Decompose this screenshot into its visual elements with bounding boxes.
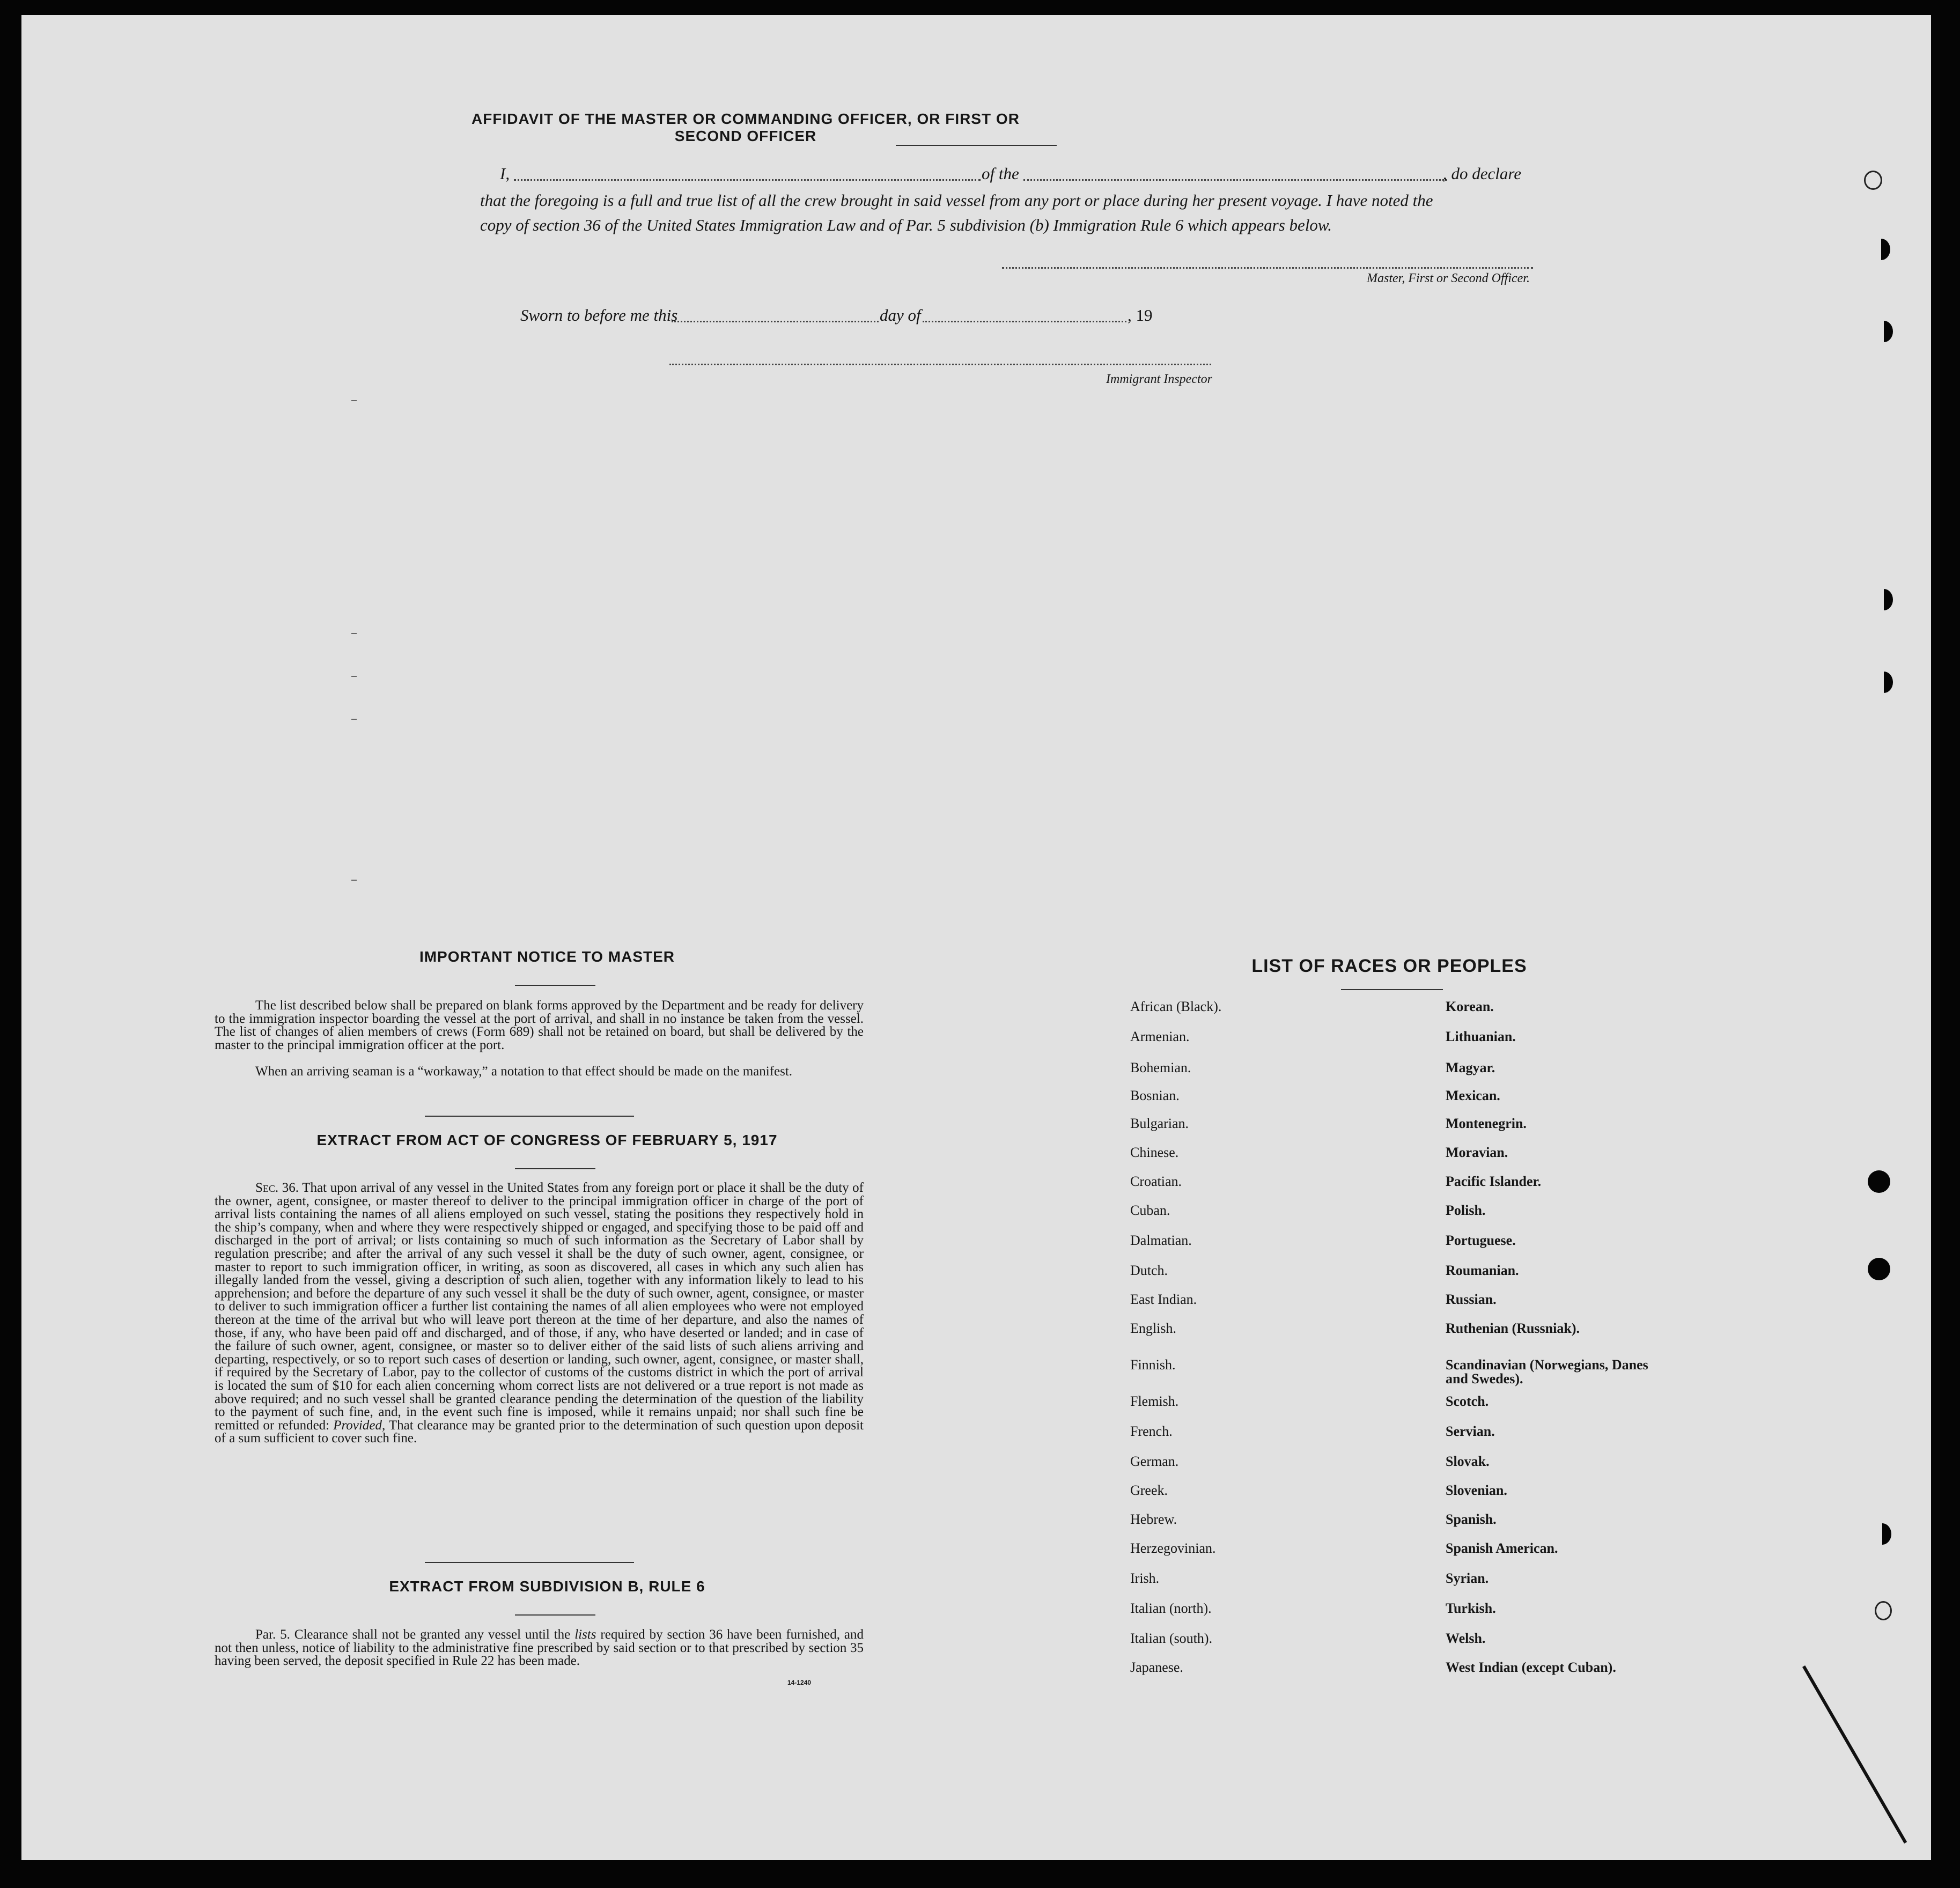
day-of-label: day of bbox=[880, 306, 921, 324]
sworn-day-blank[interactable] bbox=[672, 321, 879, 322]
race-item: Japanese. bbox=[1130, 1660, 1183, 1675]
binder-hole bbox=[1864, 171, 1882, 190]
race-item: Roumanian. bbox=[1446, 1263, 1519, 1278]
affidavit-title: AFFIDAVIT OF THE MASTER OR COMMANDING OFFICER, OR FIRST OR SECOND OFFICER bbox=[471, 110, 1020, 144]
binder-hole bbox=[1875, 589, 1893, 610]
affidavit-of-the-label: of the bbox=[982, 164, 1019, 183]
form-number: 14-1240 bbox=[787, 1679, 812, 1686]
binder-hole bbox=[1873, 1523, 1891, 1545]
race-item: Syrian. bbox=[1446, 1570, 1489, 1586]
race-item: Bosnian. bbox=[1130, 1088, 1180, 1103]
race-item: East Indian. bbox=[1130, 1292, 1197, 1307]
margin-mark bbox=[351, 676, 357, 677]
race-item: Flemish. bbox=[1130, 1393, 1179, 1409]
act-section-label: Sec. 36. bbox=[255, 1181, 299, 1195]
race-item: Dalmatian. bbox=[1130, 1233, 1192, 1248]
race-item: Cuban. bbox=[1130, 1203, 1170, 1218]
rule6-text-a: Par. 5. Clearance shall not be granted any vessel until the bbox=[255, 1627, 571, 1642]
race-item: Pacific Islander. bbox=[1446, 1174, 1542, 1189]
race-item: Hebrew. bbox=[1130, 1511, 1177, 1527]
section-divider bbox=[425, 1116, 634, 1117]
race-item: Italian (north). bbox=[1130, 1601, 1212, 1616]
race-item: Spanish American. bbox=[1446, 1540, 1558, 1556]
notice-paragraph-2: When an arriving seaman is a “workaway,” a notation to that effect should be made on the manifest. bbox=[255, 1064, 793, 1079]
sworn-label: Sworn to before me this bbox=[520, 306, 678, 324]
act-section-text: That upon arrival of any vessel in the United States from any foreign port or place it shall be the duty of the owner, agent, consignee, or master thereof to deliver to the principal immigration officer in charge of the port of arrival lists containing the names of all aliens employed on such vessel, stating the positions they respectively hold in the ship’s company, when and where they were respectively shipped or engaged, and specifying those to be paid off and discharged in the port of arrival; or lists containing so much of such information as the Secretary of Labor shall by regulation prescribe; and after the arrival of any such vessel it shall be the duty of such owner, agent, consignee, or master to report to such immigration officer, in writing, as soon as discovered, all cases in which any such alien has illegally landed from the vessel, giving a description of such alien, together with any information likely to lead to his apprehension; and before the departure of any such vessel it shall be the duty of such owner, agent, consignee, or master to deliver to such immigration officer a further list containing the names of all alien employees who were not employed thereon at the time of the arrival but who will leave port thereon at the time of her departure, and also the names of those, if any, who have been paid off and discharged, and of those, if any, who have deserted or landed; and in case of the failure of such owner, agent, consignee, or master so to deliver either of the said lists of such aliens arriving and departing, respectively, or so to report such cases of desertion or landing, such owner, agent, consignee, or master shall, if required by the Secretary of Labor, pay to the collector of customs of the customs district in which the port of arrival is located the sum of $10 for each alien concerning whom correct lists are not delivered or a true report is not made as above required; and no such vessel shall be granted clearance pending the determination of the question of the liability to the payment of such fine, and, in the event such fine is imposed, while it remains unpaid; nor shall such fine be remitted or refunded: bbox=[215, 1181, 864, 1433]
race-item: English. bbox=[1130, 1321, 1176, 1336]
race-item: Italian (south). bbox=[1130, 1631, 1213, 1646]
inspector-signature-line[interactable] bbox=[669, 364, 1211, 365]
pen-stroke bbox=[1802, 1665, 1907, 1843]
affidavit-line-3: copy of section 36 of the United States Immigration Law and of Par. 5 subdivision (b) Immigration Rule 6 which appears below. bbox=[480, 216, 1332, 234]
race-item: Chinese. bbox=[1130, 1145, 1179, 1160]
section-divider bbox=[425, 1562, 634, 1563]
margin-mark bbox=[351, 633, 357, 634]
race-item: Greek. bbox=[1130, 1483, 1168, 1498]
binder-hole bbox=[1875, 321, 1893, 342]
month-blank[interactable] bbox=[923, 321, 1126, 322]
name-blank[interactable] bbox=[514, 179, 981, 181]
binder-hole bbox=[1875, 1601, 1892, 1620]
act-divider bbox=[515, 1168, 595, 1169]
race-item: Finnish. bbox=[1130, 1357, 1176, 1373]
affidavit-line-2: that the foregoing is a full and true list of all the crew brought in said vessel from any port or place during her present voyage. I have noted the bbox=[480, 191, 1433, 210]
binder-hole bbox=[1868, 1170, 1890, 1193]
rule6-divider bbox=[515, 1614, 595, 1616]
race-item: Scandinavian (Norwegians, Danes and Swedes). bbox=[1446, 1357, 1648, 1386]
act-section-text-end: That clearance may be granted prior to the determination of such question upon deposit of a sum sufficient to cover such fine. bbox=[215, 1418, 864, 1446]
margin-mark bbox=[351, 719, 357, 720]
act-provided: Provided, bbox=[333, 1418, 386, 1433]
race-item: Slovak. bbox=[1446, 1454, 1490, 1469]
binder-hole bbox=[1875, 672, 1893, 693]
race-item: Irish. bbox=[1130, 1570, 1160, 1586]
race-item: Ruthenian (Russniak). bbox=[1446, 1321, 1580, 1336]
race-item: German. bbox=[1130, 1454, 1179, 1469]
margin-mark bbox=[351, 400, 357, 401]
race-item: Portuguese. bbox=[1446, 1233, 1516, 1248]
race-item: Dutch. bbox=[1130, 1263, 1168, 1278]
race-item: Spanish. bbox=[1446, 1511, 1497, 1527]
rule6-title: EXTRACT FROM SUBDIVISION B, RULE 6 bbox=[389, 1578, 705, 1595]
notice-divider bbox=[515, 985, 595, 986]
rule6-text-b: required by section 36 have been furnished, and not then unless, notice of liability to the administrative fine prescribed by said section or to that prescribed by section 35 having been served, the deposit specified in Rule 22 has been made. bbox=[215, 1627, 864, 1669]
race-item: Bulgarian. bbox=[1130, 1116, 1189, 1131]
title-divider bbox=[896, 145, 1057, 146]
race-item: Polish. bbox=[1446, 1203, 1486, 1218]
affidavit-declare-label: , do declare bbox=[1443, 164, 1522, 183]
binder-hole bbox=[1872, 239, 1890, 260]
notice-title: IMPORTANT NOTICE TO MASTER bbox=[419, 948, 675, 965]
race-item: West Indian (except Cuban). bbox=[1446, 1660, 1616, 1675]
act-section-36 bbox=[215, 1182, 864, 1446]
race-item: Croatian. bbox=[1130, 1174, 1182, 1189]
race-item: Bohemian. bbox=[1130, 1060, 1191, 1075]
races-divider bbox=[1341, 989, 1443, 990]
act-title: EXTRACT FROM ACT OF CONGRESS OF FEBRUARY 5, 1917 bbox=[316, 1132, 778, 1148]
race-item: Welsh. bbox=[1446, 1631, 1486, 1646]
race-item: Herzegovinian. bbox=[1130, 1540, 1216, 1556]
race-item: Magyar. bbox=[1446, 1060, 1495, 1075]
race-item: Servian. bbox=[1446, 1424, 1495, 1439]
race-item: African (Black). bbox=[1130, 999, 1222, 1014]
vessel-blank[interactable] bbox=[1023, 179, 1447, 181]
race-item: Scotch. bbox=[1446, 1393, 1489, 1409]
race-item: Lithuanian. bbox=[1446, 1029, 1516, 1044]
race-item: French. bbox=[1130, 1424, 1173, 1439]
race-item: Armenian. bbox=[1130, 1029, 1190, 1044]
margin-mark bbox=[351, 880, 357, 881]
binder-hole bbox=[1868, 1258, 1890, 1280]
race-item: Korean. bbox=[1446, 999, 1494, 1014]
rule6-lists: lists bbox=[574, 1627, 596, 1642]
affidavit-i-label: I, bbox=[500, 164, 510, 183]
races-title: LIST OF RACES OR PEOPLES bbox=[1251, 956, 1527, 976]
document-page bbox=[21, 15, 1931, 1860]
race-item: Moravian. bbox=[1446, 1145, 1508, 1160]
race-item: Mexican. bbox=[1446, 1088, 1500, 1103]
notice-paragraph-1: The list described below shall be prepared on blank forms approved by the Department and be ready for delivery to the immigration inspector boarding the vessel at the port of arrival, and shall in no instance be taken from the vessel. The list of changes of alien members of crews (Form 689) shall not be retained on board, but shall be delivered by the master to the principal immigration officer at the port. bbox=[215, 998, 864, 1052]
rule6-paragraph bbox=[215, 1628, 864, 1668]
race-item: Slovenian. bbox=[1446, 1483, 1507, 1498]
race-item: Russian. bbox=[1446, 1292, 1497, 1307]
master-signature-line[interactable] bbox=[1002, 267, 1533, 269]
master-signature-label: Master, First or Second Officer. bbox=[1367, 271, 1530, 285]
race-item: Turkish. bbox=[1446, 1601, 1496, 1616]
year-label: , 19 bbox=[1128, 306, 1153, 324]
inspector-label: Immigrant Inspector bbox=[1106, 372, 1212, 386]
race-item: Montenegrin. bbox=[1446, 1116, 1527, 1131]
